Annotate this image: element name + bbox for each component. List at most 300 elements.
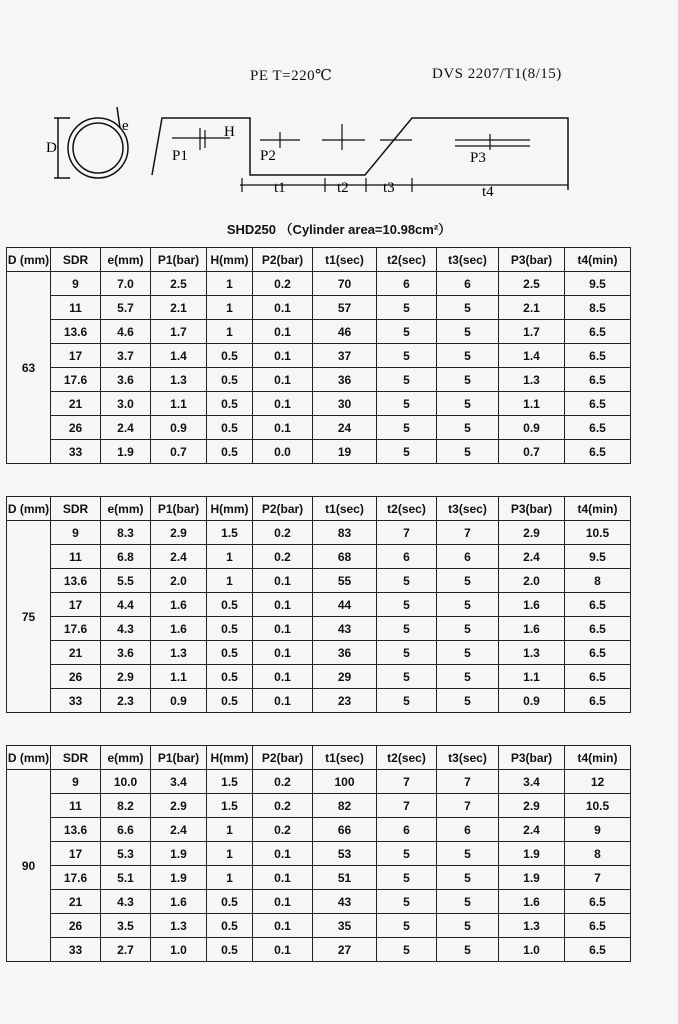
table-row bbox=[7, 368, 631, 392]
table-cell: 68 bbox=[313, 545, 377, 569]
table-cell: 17 bbox=[51, 593, 101, 617]
table-cell: 9 bbox=[51, 521, 101, 545]
column-header: P3(bar) bbox=[499, 497, 565, 521]
table-cell: 0.7 bbox=[151, 440, 207, 464]
table-cell: 82 bbox=[313, 794, 377, 818]
table-cell: 6.8 bbox=[101, 545, 151, 569]
table-cell: 6 bbox=[377, 272, 437, 296]
table-cell: 0.1 bbox=[253, 593, 313, 617]
table-cell: 5 bbox=[437, 344, 499, 368]
table-cell: 33 bbox=[51, 440, 101, 464]
table-cell: 5 bbox=[377, 416, 437, 440]
table-header-row bbox=[7, 497, 631, 521]
table-cell: 21 bbox=[51, 641, 101, 665]
table-cell: 6.6 bbox=[101, 818, 151, 842]
standard-reference: DVS 2207/T1(8/15) bbox=[432, 66, 562, 82]
column-header: t3(sec) bbox=[437, 746, 499, 770]
table-cell: 51 bbox=[313, 866, 377, 890]
column-header: t3(sec) bbox=[437, 497, 499, 521]
column-header: e(mm) bbox=[101, 248, 151, 272]
table-cell: 0.1 bbox=[253, 617, 313, 641]
table-cell: 2.7 bbox=[101, 938, 151, 962]
column-header: t1(sec) bbox=[313, 248, 377, 272]
label-d: D bbox=[46, 140, 57, 156]
table-cell: 26 bbox=[51, 665, 101, 689]
table-cell: 30 bbox=[313, 392, 377, 416]
table-cell: 8 bbox=[565, 569, 631, 593]
table-row bbox=[7, 272, 631, 296]
table-cell: 1.5 bbox=[207, 770, 253, 794]
table-cell: 0.1 bbox=[253, 392, 313, 416]
table-cell: 2.4 bbox=[151, 545, 207, 569]
table-cell: 7 bbox=[377, 794, 437, 818]
label-p3: P3 bbox=[470, 150, 486, 166]
table-cell: 3.7 bbox=[101, 344, 151, 368]
table-cell: 0.9 bbox=[499, 416, 565, 440]
table-cell: 0.5 bbox=[207, 665, 253, 689]
table-cell: 10.0 bbox=[101, 770, 151, 794]
table-cell: 8.2 bbox=[101, 794, 151, 818]
table-cell: 0.5 bbox=[207, 416, 253, 440]
table-cell: 10.5 bbox=[565, 521, 631, 545]
pipe-cross-section-icon bbox=[54, 107, 128, 178]
table-cell: 11 bbox=[51, 545, 101, 569]
table-cell: 0.5 bbox=[207, 392, 253, 416]
table-cell: 7 bbox=[437, 521, 499, 545]
table-header-row bbox=[7, 248, 631, 272]
table-cell: 5 bbox=[437, 938, 499, 962]
table-cell: 1.7 bbox=[151, 320, 207, 344]
table-cell: 29 bbox=[313, 665, 377, 689]
table-cell: 1.6 bbox=[151, 890, 207, 914]
table-cell: 8.5 bbox=[565, 296, 631, 320]
table-cell: 0.2 bbox=[253, 794, 313, 818]
table-cell: 1.6 bbox=[151, 593, 207, 617]
table-cell: 9 bbox=[51, 770, 101, 794]
table-cell: 5 bbox=[437, 617, 499, 641]
table-cell: 2.0 bbox=[499, 569, 565, 593]
table-cell: 5 bbox=[437, 569, 499, 593]
table-cell: 2.3 bbox=[101, 689, 151, 713]
table-cell: 4.6 bbox=[101, 320, 151, 344]
table-cell: 5 bbox=[437, 440, 499, 464]
table-cell: 21 bbox=[51, 890, 101, 914]
table-header-row bbox=[7, 746, 631, 770]
table-cell: 0.1 bbox=[253, 689, 313, 713]
table-cell: 6.5 bbox=[565, 368, 631, 392]
table-cell: 6 bbox=[437, 545, 499, 569]
table-cell: 0.7 bbox=[499, 440, 565, 464]
table-row bbox=[7, 521, 631, 545]
table-cell: 6 bbox=[437, 272, 499, 296]
table-cell: 1 bbox=[207, 320, 253, 344]
table-cell: 6 bbox=[377, 545, 437, 569]
table-row bbox=[7, 440, 631, 464]
diameter-cell: 90 bbox=[7, 770, 51, 962]
table-cell: 1.1 bbox=[151, 392, 207, 416]
table-cell: 5.5 bbox=[101, 569, 151, 593]
column-header: H(mm) bbox=[207, 746, 253, 770]
table-cell: 5.7 bbox=[101, 296, 151, 320]
label-p1: P1 bbox=[172, 148, 188, 164]
table-cell: 5 bbox=[377, 689, 437, 713]
table-cell: 6.5 bbox=[565, 617, 631, 641]
diameter-cell: 63 bbox=[7, 272, 51, 464]
table-cell: 6.5 bbox=[565, 938, 631, 962]
table-cell: 1.7 bbox=[499, 320, 565, 344]
column-header: t1(sec) bbox=[313, 497, 377, 521]
table-cell: 2.9 bbox=[499, 794, 565, 818]
table-cell: 1.3 bbox=[499, 368, 565, 392]
table-cell: 100 bbox=[313, 770, 377, 794]
table-cell: 5 bbox=[377, 890, 437, 914]
table-row bbox=[7, 866, 631, 890]
table-cell: 6.5 bbox=[565, 914, 631, 938]
table-cell: 2.9 bbox=[151, 521, 207, 545]
table-cell: 0.1 bbox=[253, 914, 313, 938]
column-header: t2(sec) bbox=[377, 497, 437, 521]
table-cell: 12 bbox=[565, 770, 631, 794]
table-cell: 0.1 bbox=[253, 569, 313, 593]
table-cell: 3.6 bbox=[101, 641, 151, 665]
column-header: P2(bar) bbox=[253, 497, 313, 521]
table-cell: 0.1 bbox=[253, 320, 313, 344]
diameter-cell: 75 bbox=[7, 521, 51, 713]
column-header: t3(sec) bbox=[437, 248, 499, 272]
table-cell: 5 bbox=[377, 914, 437, 938]
table-cell: 0.5 bbox=[207, 938, 253, 962]
column-header: t2(sec) bbox=[377, 746, 437, 770]
table-cell: 6 bbox=[437, 818, 499, 842]
table-cell: 6.5 bbox=[565, 665, 631, 689]
label-t4: t4 bbox=[482, 184, 494, 200]
label-e: e bbox=[122, 118, 129, 134]
table-cell: 0.1 bbox=[253, 296, 313, 320]
table-cell: 2.4 bbox=[101, 416, 151, 440]
table-cell: 0.5 bbox=[207, 641, 253, 665]
table-cell: 5 bbox=[437, 368, 499, 392]
table-cell: 11 bbox=[51, 794, 101, 818]
table-cell: 19 bbox=[313, 440, 377, 464]
column-header: D (mm) bbox=[7, 746, 51, 770]
column-header: t4(min) bbox=[565, 746, 631, 770]
column-header: e(mm) bbox=[101, 497, 151, 521]
table-cell: 5 bbox=[377, 296, 437, 320]
table-cell: 0.1 bbox=[253, 368, 313, 392]
table-cell: 1.6 bbox=[151, 617, 207, 641]
table-cell: 2.1 bbox=[151, 296, 207, 320]
table-row bbox=[7, 842, 631, 866]
column-header: P2(bar) bbox=[253, 248, 313, 272]
table-cell: 3.4 bbox=[151, 770, 207, 794]
table-cell: 6.5 bbox=[565, 320, 631, 344]
table-cell: 1.0 bbox=[499, 938, 565, 962]
table-cell: 17.6 bbox=[51, 866, 101, 890]
table-cell: 17.6 bbox=[51, 368, 101, 392]
table-cell: 5 bbox=[377, 593, 437, 617]
table-row bbox=[7, 818, 631, 842]
table-cell: 3.5 bbox=[101, 914, 151, 938]
column-header: P1(bar) bbox=[151, 746, 207, 770]
table-cell: 1 bbox=[207, 272, 253, 296]
table-cell: 5 bbox=[437, 890, 499, 914]
table-cell: 66 bbox=[313, 818, 377, 842]
table-cell: 1.1 bbox=[151, 665, 207, 689]
table-cell: 2.1 bbox=[499, 296, 565, 320]
table-cell: 9.5 bbox=[565, 272, 631, 296]
table-cell: 1.3 bbox=[499, 914, 565, 938]
table-cell: 0.2 bbox=[253, 272, 313, 296]
table-cell: 3.0 bbox=[101, 392, 151, 416]
table-cell: 1.1 bbox=[499, 665, 565, 689]
table-cell: 13.6 bbox=[51, 818, 101, 842]
column-header: t4(min) bbox=[565, 248, 631, 272]
table-cell: 0.5 bbox=[207, 344, 253, 368]
table-cell: 1.5 bbox=[207, 794, 253, 818]
table-cell: 0.1 bbox=[253, 938, 313, 962]
table-row bbox=[7, 938, 631, 962]
table-cell: 6.5 bbox=[565, 344, 631, 368]
table-cell: 5 bbox=[437, 392, 499, 416]
table-cell: 0.1 bbox=[253, 665, 313, 689]
table-cell: 1 bbox=[207, 842, 253, 866]
table-cell: 0.5 bbox=[207, 890, 253, 914]
table-cell: 36 bbox=[313, 641, 377, 665]
table-row bbox=[7, 392, 631, 416]
table-cell: 0.5 bbox=[207, 689, 253, 713]
table-cell: 5 bbox=[377, 842, 437, 866]
table-cell: 1.3 bbox=[151, 368, 207, 392]
table-cell: 0.1 bbox=[253, 890, 313, 914]
table-row bbox=[7, 296, 631, 320]
table-cell: 1.6 bbox=[499, 593, 565, 617]
table-cell: 2.9 bbox=[499, 521, 565, 545]
table-cell: 21 bbox=[51, 392, 101, 416]
table-cell: 2.4 bbox=[499, 545, 565, 569]
table-row bbox=[7, 617, 631, 641]
table-cell: 1.4 bbox=[499, 344, 565, 368]
table-cell: 43 bbox=[313, 890, 377, 914]
table-cell: 2.4 bbox=[151, 818, 207, 842]
table-cell: 5 bbox=[437, 914, 499, 938]
table-cell: 6.5 bbox=[565, 890, 631, 914]
table-cell: 7 bbox=[377, 521, 437, 545]
table-cell: 4.3 bbox=[101, 890, 151, 914]
table-cell: 2.0 bbox=[151, 569, 207, 593]
table-row bbox=[7, 416, 631, 440]
column-header: H(mm) bbox=[207, 497, 253, 521]
table-cell: 35 bbox=[313, 914, 377, 938]
table-cell: 0.9 bbox=[151, 416, 207, 440]
table-cell: 1.9 bbox=[151, 866, 207, 890]
table-cell: 27 bbox=[313, 938, 377, 962]
parameter-table-d90 bbox=[6, 745, 631, 962]
table-cell: 2.5 bbox=[151, 272, 207, 296]
label-t1: t1 bbox=[274, 180, 286, 196]
table-cell: 2.9 bbox=[151, 794, 207, 818]
table-cell: 7 bbox=[565, 866, 631, 890]
column-header: D (mm) bbox=[7, 497, 51, 521]
table-cell: 5 bbox=[437, 593, 499, 617]
table-cell: 9 bbox=[565, 818, 631, 842]
table-cell: 0.2 bbox=[253, 545, 313, 569]
column-header: SDR bbox=[51, 746, 101, 770]
table-cell: 46 bbox=[313, 320, 377, 344]
table-cell: 11 bbox=[51, 296, 101, 320]
table-cell: 5 bbox=[377, 866, 437, 890]
table-row bbox=[7, 569, 631, 593]
table-cell: 1.1 bbox=[499, 392, 565, 416]
table-cell: 1.3 bbox=[151, 641, 207, 665]
pressure-profile-line bbox=[152, 118, 568, 190]
table-cell: 0.1 bbox=[253, 866, 313, 890]
table-cell: 70 bbox=[313, 272, 377, 296]
table-cell: 7.0 bbox=[101, 272, 151, 296]
table-cell: 0.1 bbox=[253, 842, 313, 866]
table-cell: 1.9 bbox=[499, 842, 565, 866]
table-cell: 1 bbox=[207, 818, 253, 842]
label-t3: t3 bbox=[383, 180, 395, 196]
table-cell: 5 bbox=[377, 368, 437, 392]
table-cell: 55 bbox=[313, 569, 377, 593]
column-header: SDR bbox=[51, 497, 101, 521]
table-cell: 1 bbox=[207, 866, 253, 890]
column-header: P3(bar) bbox=[499, 746, 565, 770]
parameter-table-d75 bbox=[6, 496, 631, 713]
table-cell: 2.5 bbox=[499, 272, 565, 296]
parameter-table-d63 bbox=[6, 247, 631, 464]
table-cell: 8.3 bbox=[101, 521, 151, 545]
table-cell: 17.6 bbox=[51, 617, 101, 641]
table-cell: 7 bbox=[437, 770, 499, 794]
table-cell: 5.3 bbox=[101, 842, 151, 866]
welding-cycle-diagram bbox=[0, 0, 678, 215]
column-header: t1(sec) bbox=[313, 746, 377, 770]
table-row bbox=[7, 545, 631, 569]
column-header: H(mm) bbox=[207, 248, 253, 272]
table-cell: 5 bbox=[377, 320, 437, 344]
table-cell: 1.9 bbox=[151, 842, 207, 866]
table-cell: 1.9 bbox=[499, 866, 565, 890]
table-cell: 5 bbox=[377, 617, 437, 641]
table-cell: 5 bbox=[437, 641, 499, 665]
table-cell: 26 bbox=[51, 914, 101, 938]
table-cell: 10.5 bbox=[565, 794, 631, 818]
table-cell: 1 bbox=[207, 569, 253, 593]
table-cell: 5 bbox=[437, 842, 499, 866]
table-cell: 6.5 bbox=[565, 392, 631, 416]
table-cell: 0.5 bbox=[207, 617, 253, 641]
table-row bbox=[7, 593, 631, 617]
table-cell: 44 bbox=[313, 593, 377, 617]
table-cell: 0.2 bbox=[253, 521, 313, 545]
table-cell: 2.9 bbox=[101, 665, 151, 689]
table-cell: 0.9 bbox=[151, 689, 207, 713]
table-cell: 2.4 bbox=[499, 818, 565, 842]
column-header: D (mm) bbox=[7, 248, 51, 272]
table-cell: 1.6 bbox=[499, 890, 565, 914]
table-row bbox=[7, 344, 631, 368]
table-row bbox=[7, 890, 631, 914]
table-cell: 57 bbox=[313, 296, 377, 320]
table-row bbox=[7, 794, 631, 818]
column-header: P1(bar) bbox=[151, 248, 207, 272]
table-row bbox=[7, 320, 631, 344]
table-cell: 7 bbox=[377, 770, 437, 794]
table-cell: 5 bbox=[377, 440, 437, 464]
table-row bbox=[7, 665, 631, 689]
table-row bbox=[7, 641, 631, 665]
table-cell: 24 bbox=[313, 416, 377, 440]
table-cell: 13.6 bbox=[51, 569, 101, 593]
table-cell: 5 bbox=[377, 392, 437, 416]
label-p2: P2 bbox=[260, 148, 276, 164]
table-cell: 5 bbox=[377, 938, 437, 962]
material-temperature: PE T=220℃ bbox=[250, 68, 333, 84]
table-cell: 5.1 bbox=[101, 866, 151, 890]
table-cell: 4.4 bbox=[101, 593, 151, 617]
table-cell: 1.3 bbox=[151, 914, 207, 938]
table-cell: 17 bbox=[51, 842, 101, 866]
table-cell: 5 bbox=[437, 689, 499, 713]
label-h: H bbox=[224, 124, 235, 140]
table-cell: 3.6 bbox=[101, 368, 151, 392]
table-cell: 53 bbox=[313, 842, 377, 866]
column-header: P2(bar) bbox=[253, 746, 313, 770]
table-cell: 9.5 bbox=[565, 545, 631, 569]
table-cell: 1.0 bbox=[151, 938, 207, 962]
table-cell: 5 bbox=[437, 665, 499, 689]
table-cell: 5 bbox=[377, 344, 437, 368]
table-row bbox=[7, 914, 631, 938]
table-cell: 5 bbox=[437, 296, 499, 320]
table-cell: 5 bbox=[437, 320, 499, 344]
table-cell: 5 bbox=[437, 416, 499, 440]
table-cell: 83 bbox=[313, 521, 377, 545]
table-cell: 0.5 bbox=[207, 914, 253, 938]
table-cell: 6.5 bbox=[565, 440, 631, 464]
table-cell: 4.3 bbox=[101, 617, 151, 641]
table-cell: 43 bbox=[313, 617, 377, 641]
table-cell: 0.0 bbox=[253, 440, 313, 464]
column-header: SDR bbox=[51, 248, 101, 272]
table-cell: 6.5 bbox=[565, 689, 631, 713]
table-cell: 3.4 bbox=[499, 770, 565, 794]
table-cell: 1.6 bbox=[499, 617, 565, 641]
table-cell: 5 bbox=[377, 665, 437, 689]
table-cell: 0.1 bbox=[253, 344, 313, 368]
table-cell: 1.3 bbox=[499, 641, 565, 665]
table-cell: 5 bbox=[377, 641, 437, 665]
table-cell: 36 bbox=[313, 368, 377, 392]
column-header: e(mm) bbox=[101, 746, 151, 770]
table-cell: 5 bbox=[437, 866, 499, 890]
table-cell: 6 bbox=[377, 818, 437, 842]
table-cell: 9 bbox=[51, 272, 101, 296]
column-header: P3(bar) bbox=[499, 248, 565, 272]
table-cell: 37 bbox=[313, 344, 377, 368]
table-cell: 7 bbox=[437, 794, 499, 818]
table-cell: 1.4 bbox=[151, 344, 207, 368]
table-cell: 8 bbox=[565, 842, 631, 866]
table-cell: 0.1 bbox=[253, 641, 313, 665]
machine-caption: SHD250 （Cylinder area=10.98cm²） bbox=[226, 222, 452, 237]
table-cell: 13.6 bbox=[51, 320, 101, 344]
column-header: t2(sec) bbox=[377, 248, 437, 272]
table-cell: 0.2 bbox=[253, 818, 313, 842]
table-cell: 33 bbox=[51, 689, 101, 713]
column-header: P1(bar) bbox=[151, 497, 207, 521]
